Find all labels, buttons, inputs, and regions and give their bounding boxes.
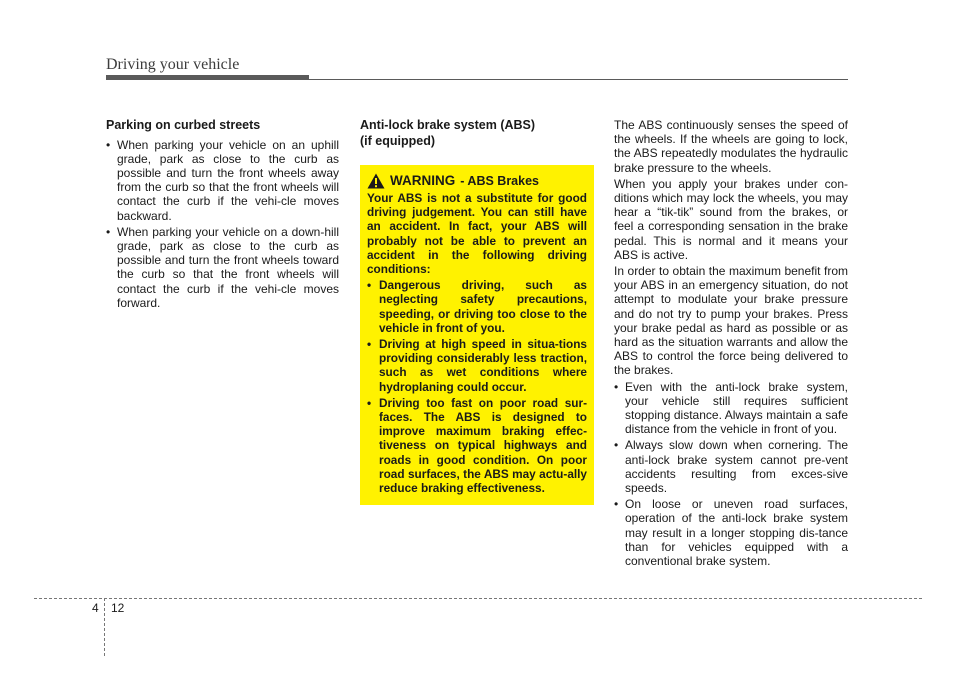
abs-list — [614, 380, 848, 569]
abs-paragraph: When you apply your brakes under con-ditions which may lock the wheels, you may hear a “tik-tik” sound from the brakes, or feel a corresponding sensation in the brake pedal. This is normal and it means your ABS is active. — [614, 176, 848, 262]
section-heading-parking: Parking on curbed streets — [106, 118, 261, 132]
warning-triangle-icon — [367, 173, 385, 189]
warning-subtitle: - ABS Brakes — [460, 173, 539, 188]
page-header-title: Driving your vehicle — [106, 56, 240, 73]
list-item: • Always slow down when cornering. The anti-lock brake system cannot pre-vent accidents resulting from exces-sive speeds. — [614, 438, 848, 495]
warning-intro: Your ABS is not a substitute for good driving judgement. You can still have an accident. In fact, your ABS will probably not be able to prevent an accident in the following driving conditions: — [367, 191, 587, 277]
list-item: • Even with the anti-lock brake system, your vehicle still requires sufficient stopping distance. Always maintain a safe distance from the vehicle in front of you. — [614, 380, 848, 437]
section-heading-abs-line1: Anti-lock brake system (ABS) — [360, 118, 536, 132]
list-item: • Driving at high speed in situa-tions providing considerably less traction, such as wet conditions where hydroplaning could occur. — [367, 337, 587, 394]
footer-section-number: 4 — [92, 601, 99, 615]
warning-list — [367, 278, 587, 495]
list-item: • Dangerous driving, such as neglecting safety precautions, speeding, or driving too close to the vehicle in front of you. — [367, 278, 587, 335]
list-item: • On loose or uneven road surfaces, operation of the anti-lock brake system may result in a longer stopping dis-tance than for vehicles equipped with a conventional brake system. — [614, 497, 848, 568]
warning-box — [360, 165, 594, 505]
column-abs-warning — [360, 118, 594, 505]
section-heading-abs — [360, 118, 594, 149]
footer-rule — [34, 598, 922, 599]
abs-paragraph: The ABS continuously senses the speed of the wheels. If the wheels are going to lock, the ABS repeatedly modulates the hydraulic brake pressure to the wheels. — [614, 118, 848, 175]
footer-divider — [104, 598, 105, 656]
parking-list — [106, 138, 339, 310]
column-parking — [106, 118, 339, 312]
header-rule — [106, 79, 848, 80]
abs-paragraph: In order to obtain the maximum benefit from your ABS in an emergency situation, do not attempt to modulate your brake pressure and do not try to pump your brakes. Press your brake pedal as hard as possible or as hard as the situation warrants and allow the ABS to control the force being delivered to the brakes. — [614, 264, 848, 378]
list-item: • When parking your vehicle on a down-hill grade, park as close to the curb as possible and turn the front wheels toward the curb so that the front wheels will contact the curb if the vehi-cle moves forward. — [106, 225, 339, 310]
warning-label: WARNING — [390, 172, 456, 188]
warning-header — [367, 173, 587, 189]
section-heading-abs-line2: (if equipped) — [360, 133, 435, 148]
list-item: • When parking your vehicle on an uphill grade, park as close to the curb as possible and turn the front wheels away from the curb so that the front wheels will contact the curb if the vehi-cle moves backward. — [106, 138, 339, 223]
column-abs-description — [614, 118, 848, 570]
footer-page-number: 12 — [111, 601, 125, 615]
list-item: • Driving too fast on poor road sur-faces. The ABS is designed to improve maximum braking effec-tiveness on typical highways and roads in good condition. On poor road surfaces, the ABS may actu-ally reduce braking effectiveness. — [367, 396, 587, 495]
